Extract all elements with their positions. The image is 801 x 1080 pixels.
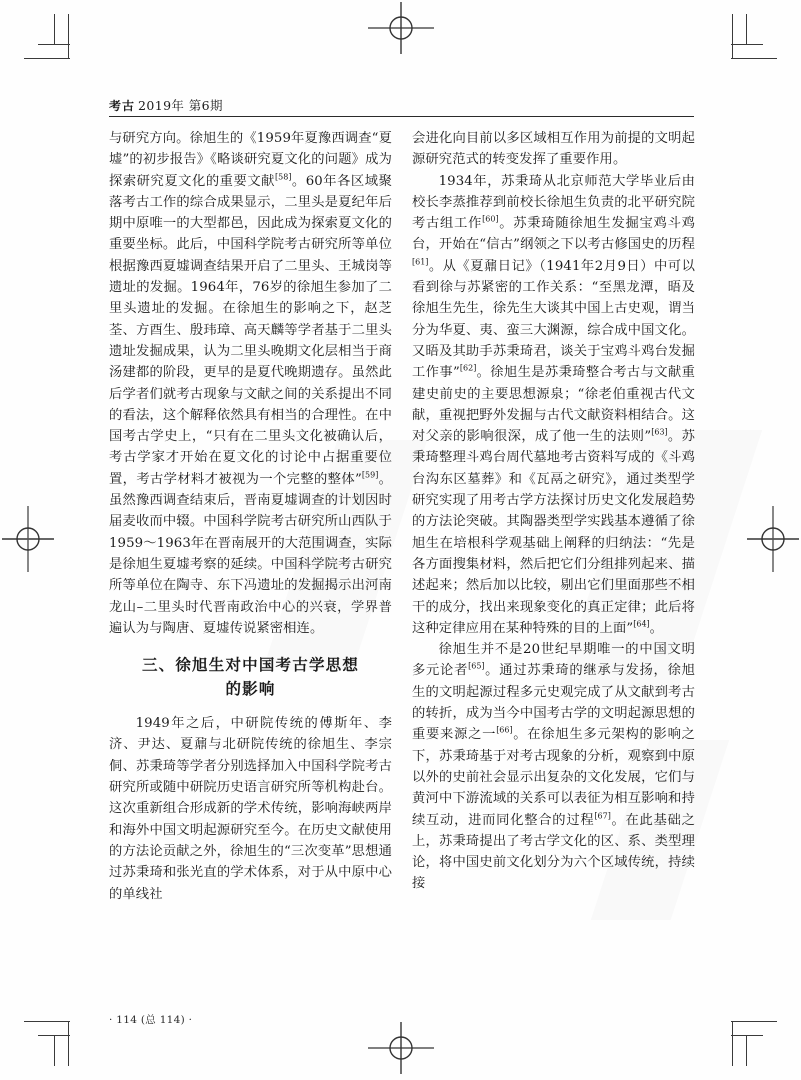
footnote-marker: [60] bbox=[482, 214, 499, 224]
crop-mark-top-left bbox=[24, 14, 82, 72]
body-columns bbox=[109, 128, 695, 905]
section-heading-line-1: 三、徐旭生对中国考古学思想 bbox=[141, 655, 360, 675]
left-column bbox=[109, 128, 392, 905]
folio-page-number: · 114 (总 114) · bbox=[109, 1014, 193, 1026]
journal-title: 考古 bbox=[109, 99, 136, 113]
registration-target-icon bbox=[368, 1022, 434, 1078]
footnote-marker: [61] bbox=[412, 257, 429, 267]
footnote-marker: [59] bbox=[361, 470, 379, 480]
right-column bbox=[412, 128, 695, 905]
crop-mark-bottom-left bbox=[24, 1008, 82, 1066]
paragraph: 1934年，苏秉琦从北京师范大学毕业后由校长李蒸推荐到前校长徐旭生负责的北平研究院考古组工作[60]。苏秉琦随徐旭生发掘宝鸡斗鸡台，开始在“信古”纲领之下以考古修国史的历程[61]。从《夏鼐日记》（1941年2月9日）中可以看到徐与苏紧密的工作关系：“至黑龙潭，晤及徐旭生先生，徐先生大谈其中国上古史观，谓当分为华夏、夷、蛮三大渊源，综合成中国文化。又晤及其助手苏秉琦君，谈关于宝鸡斗鸡台发掘工作事”[62]。徐旭生是苏秉琦整合考古与文献重建史前史的主要思想源泉；“徐老伯重视古代文献，重视把野外发掘与古代文献资料相结合。这对父亲的影响很深，成了他一生的法则”[63]。苏秉琦整理斗鸡台周代墓地考古资料写成的《斗鸡台沟东区墓葬》和《瓦鬲之研究》，通过类型学研究实现了用考古学方法探讨历史文化发展趋势的方法论突破。其陶器类型学实践基本遵循了徐旭生在培根科学观基础上阐释的归纳法：“先是各方面搜集材料，然后把它们分组排列起来、描述起来；然后加以比较，剔出它们里面那些不相干的成分，找出来现象变化的真正定律；此后将这种定律应用在某种特殊的目的上面”[64]。 bbox=[412, 173, 695, 636]
crop-mark-bottom-right bbox=[719, 1008, 777, 1066]
issue-label: 2019年 第6期 bbox=[138, 98, 223, 113]
crop-mark-top-right bbox=[719, 14, 777, 72]
registration-target-icon bbox=[368, 2, 434, 58]
left-column-paragraphs-after-heading bbox=[109, 713, 392, 905]
paragraph: 徐旭生并不是20世纪早期唯一的中国文明多元论者[65]。通过苏秉琦的继承与发扬，徐旭生的文明起源过程多元史观完成了从文献到考古的转折，成为当今中国考古学的文明起源思想的重要来源之一[66]。在徐旭生多元架构的影响之下，苏秉琦基于对考古现象的分析，观察到中原以外的史前社会显示出复杂的文化发展，它们与黄河中下游流域的关系可以表征为相互影响和持续互动，进而同化整合的过程[67]。在此基础之上，苏秉琦提出了考古学文化的区、系、类型理论，将中国史前文化划分为六个区域传统，持续接 bbox=[412, 642, 695, 892]
footnote-marker: [64] bbox=[633, 619, 650, 629]
registration-target-icon bbox=[2, 506, 54, 576]
paragraph: 与研究方向。徐旭生的《1959年夏豫西调查“夏墟”的初步报告》《略谈研究夏文化的问题》成为探索研究夏文化的重要文献[58]。60年各区域聚落考古工作的综合成果显示，二里头是夏纪年后期中原唯一的大型都邑，因此成为探索夏文化的重要坐标。此后，中国科学院考古研究所等单位根据豫西夏墟调查结果开启了二里头、王城岗等遗址的发掘。1964年，76岁的徐旭生参加了二里头遗址的发掘。在徐旭生的影响之下，赵芝荃、方酉生、殷玮璋、高天麟等学者基于二里头遗址发掘成果，认为二里头晚期文化层相当于商汤建都的阶段，更早的是夏代晚期遗存。虽然此后学者们就考古现象与文献之间的关系提出不同的看法，这个解释依然具有相当的合理性。在中国考古学史上，“只有在二里头文化被确认后，考古学家才开始在夏文化的讨论中占据重要位置，考古学材料才被视为一个完整的整体”[59]。虽然豫西调查结束后，晋南夏墟调查的计划因时届麦收而中辍。中国科学院考古研究所山西队于1959～1963年在晋南展开的大范围调查，实际是徐旭生夏墟考察的延续。中国科学院考古研究所等单位在陶寺、东下冯遗址的发掘揭示出河南龙山–二里头时代晋南政治中心的兴衰，学界普遍认为与陶唐、夏墟传说紧密相连。 bbox=[109, 131, 392, 636]
footnote-marker: [62] bbox=[459, 363, 477, 373]
paragraph: 1949年之后，中研院传统的傅斯年、李济、尹达、夏鼐与北研院传统的徐旭生、李宗侗、苏秉琦等学者分别选择加入中国科学院考古研究所或随中研院历史语言研究所等机构赴台。这次重新组合形成新的学术传统，影响海峡两岸和海外中国文明起源研究至今。在历史文献使用的方法论贡献之外，徐旭生的“三次变革”思想通过苏秉琦和张光直的学术体系，对于从中原中心的单线社 bbox=[109, 716, 392, 902]
paragraph: 会进化向目前以多区域相互作用为前提的文明起源研究范式的转变发挥了重要作用。 bbox=[412, 131, 695, 168]
footnote-marker: [65] bbox=[468, 662, 485, 671]
registration-target-icon bbox=[747, 506, 799, 576]
section-heading bbox=[109, 653, 392, 701]
footnote-marker: [66] bbox=[496, 725, 513, 735]
section-heading-line-2: 的影响 bbox=[225, 679, 276, 699]
footnote-marker: [63] bbox=[651, 427, 668, 437]
running-head bbox=[109, 96, 694, 117]
left-column-paragraphs bbox=[109, 128, 392, 639]
right-column-paragraphs bbox=[412, 128, 695, 895]
footnote-marker: [67] bbox=[594, 811, 611, 821]
footnote-marker: [58] bbox=[275, 172, 292, 182]
